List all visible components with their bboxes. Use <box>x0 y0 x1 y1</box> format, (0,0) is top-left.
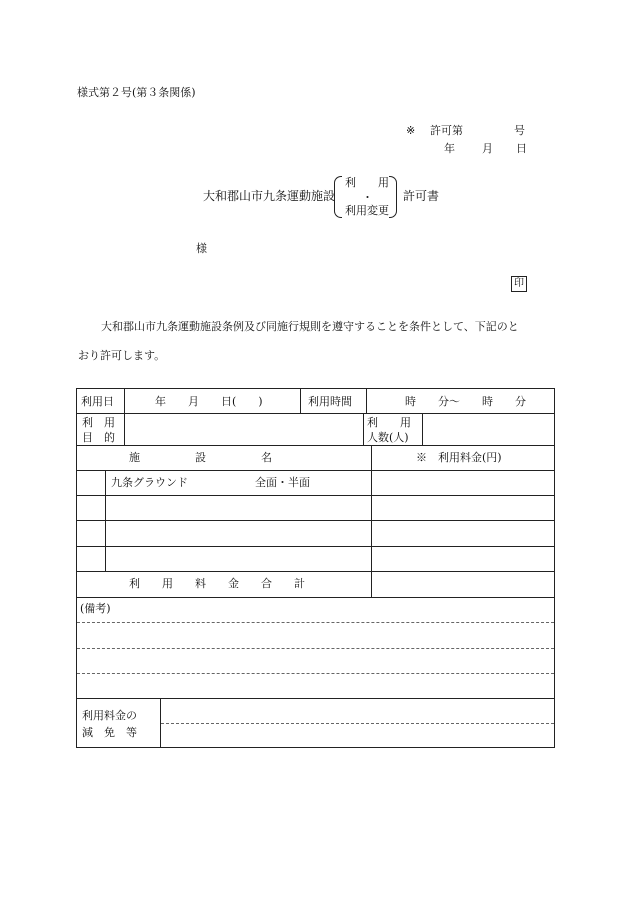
purpose-label-1: 利 用 <box>82 416 115 429</box>
fee-header: ※ 利用料金(円) <box>416 451 502 464</box>
seal-mark: 印 <box>511 276 527 292</box>
row-line <box>76 495 555 496</box>
row-line <box>76 520 555 521</box>
title-suffix: 許可書 <box>403 189 440 203</box>
col-line <box>124 388 125 445</box>
date-month: 月 <box>482 142 493 155</box>
title-option-dot: ・ <box>362 191 373 204</box>
people-label-2: 人数(人) <box>367 431 409 444</box>
row-line <box>76 413 555 414</box>
col-line <box>422 413 423 445</box>
row-line <box>76 698 555 699</box>
col-line <box>105 470 106 571</box>
total-label: 利 用 料 金 合 計 <box>129 577 305 590</box>
reduction-dashed-line <box>161 723 554 724</box>
remarks-label: (備考) <box>80 602 111 615</box>
col-line <box>160 698 161 748</box>
use-time-label: 利用時間 <box>308 395 352 408</box>
facility-header: 施 設 名 <box>129 451 272 464</box>
facility-row-name: 九条グラウンド <box>111 476 188 489</box>
reduction-label-1: 利用料金の <box>82 709 137 722</box>
row-line <box>76 470 555 471</box>
col-line <box>363 413 364 445</box>
remarks-dashed-line <box>77 673 554 674</box>
use-date-label: 利用日 <box>81 395 114 408</box>
title-option-use: 利 用 <box>345 176 389 189</box>
reduction-label-2: 減 免 等 <box>82 726 137 739</box>
use-date-value[interactable]: 年 月 日( ) <box>155 395 263 408</box>
use-time-value[interactable]: 時 分〜 時 分 <box>405 395 526 408</box>
permit-mark: ※ <box>406 124 416 137</box>
facility-row-type: 全面・半面 <box>255 476 310 489</box>
permit-no-prefix: 許可第 <box>430 124 463 137</box>
row-line <box>76 445 555 446</box>
title-facility: 大和郡山市九条運動施設 <box>203 189 336 203</box>
permit-no-suffix: 号 <box>514 124 525 137</box>
col-line <box>371 445 372 597</box>
title-bracket-left <box>334 176 342 218</box>
remarks-dashed-line <box>77 622 554 623</box>
col-line <box>300 388 301 413</box>
purpose-label-2: 目 的 <box>82 431 115 444</box>
people-label-1: 利 用 <box>367 416 411 429</box>
form-number: 様式第２号(第３条関係) <box>77 86 196 99</box>
permit-table <box>76 388 555 748</box>
col-line <box>366 388 367 413</box>
body-text-line2: おり許可します。 <box>78 349 166 362</box>
date-day: 日 <box>516 142 527 155</box>
addressee-honorific: 様 <box>196 242 207 255</box>
title-bracket-right <box>389 176 397 218</box>
remarks-dashed-line <box>77 648 554 649</box>
title-option-change: 利用変更 <box>345 204 389 217</box>
row-line <box>76 546 555 547</box>
body-text-line1: 大和郡山市九条運動施設条例及び同施行規則を遵守することを条件として、下記のと <box>101 320 519 333</box>
row-line <box>76 571 555 572</box>
row-line <box>76 597 555 598</box>
date-year: 年 <box>444 142 455 155</box>
